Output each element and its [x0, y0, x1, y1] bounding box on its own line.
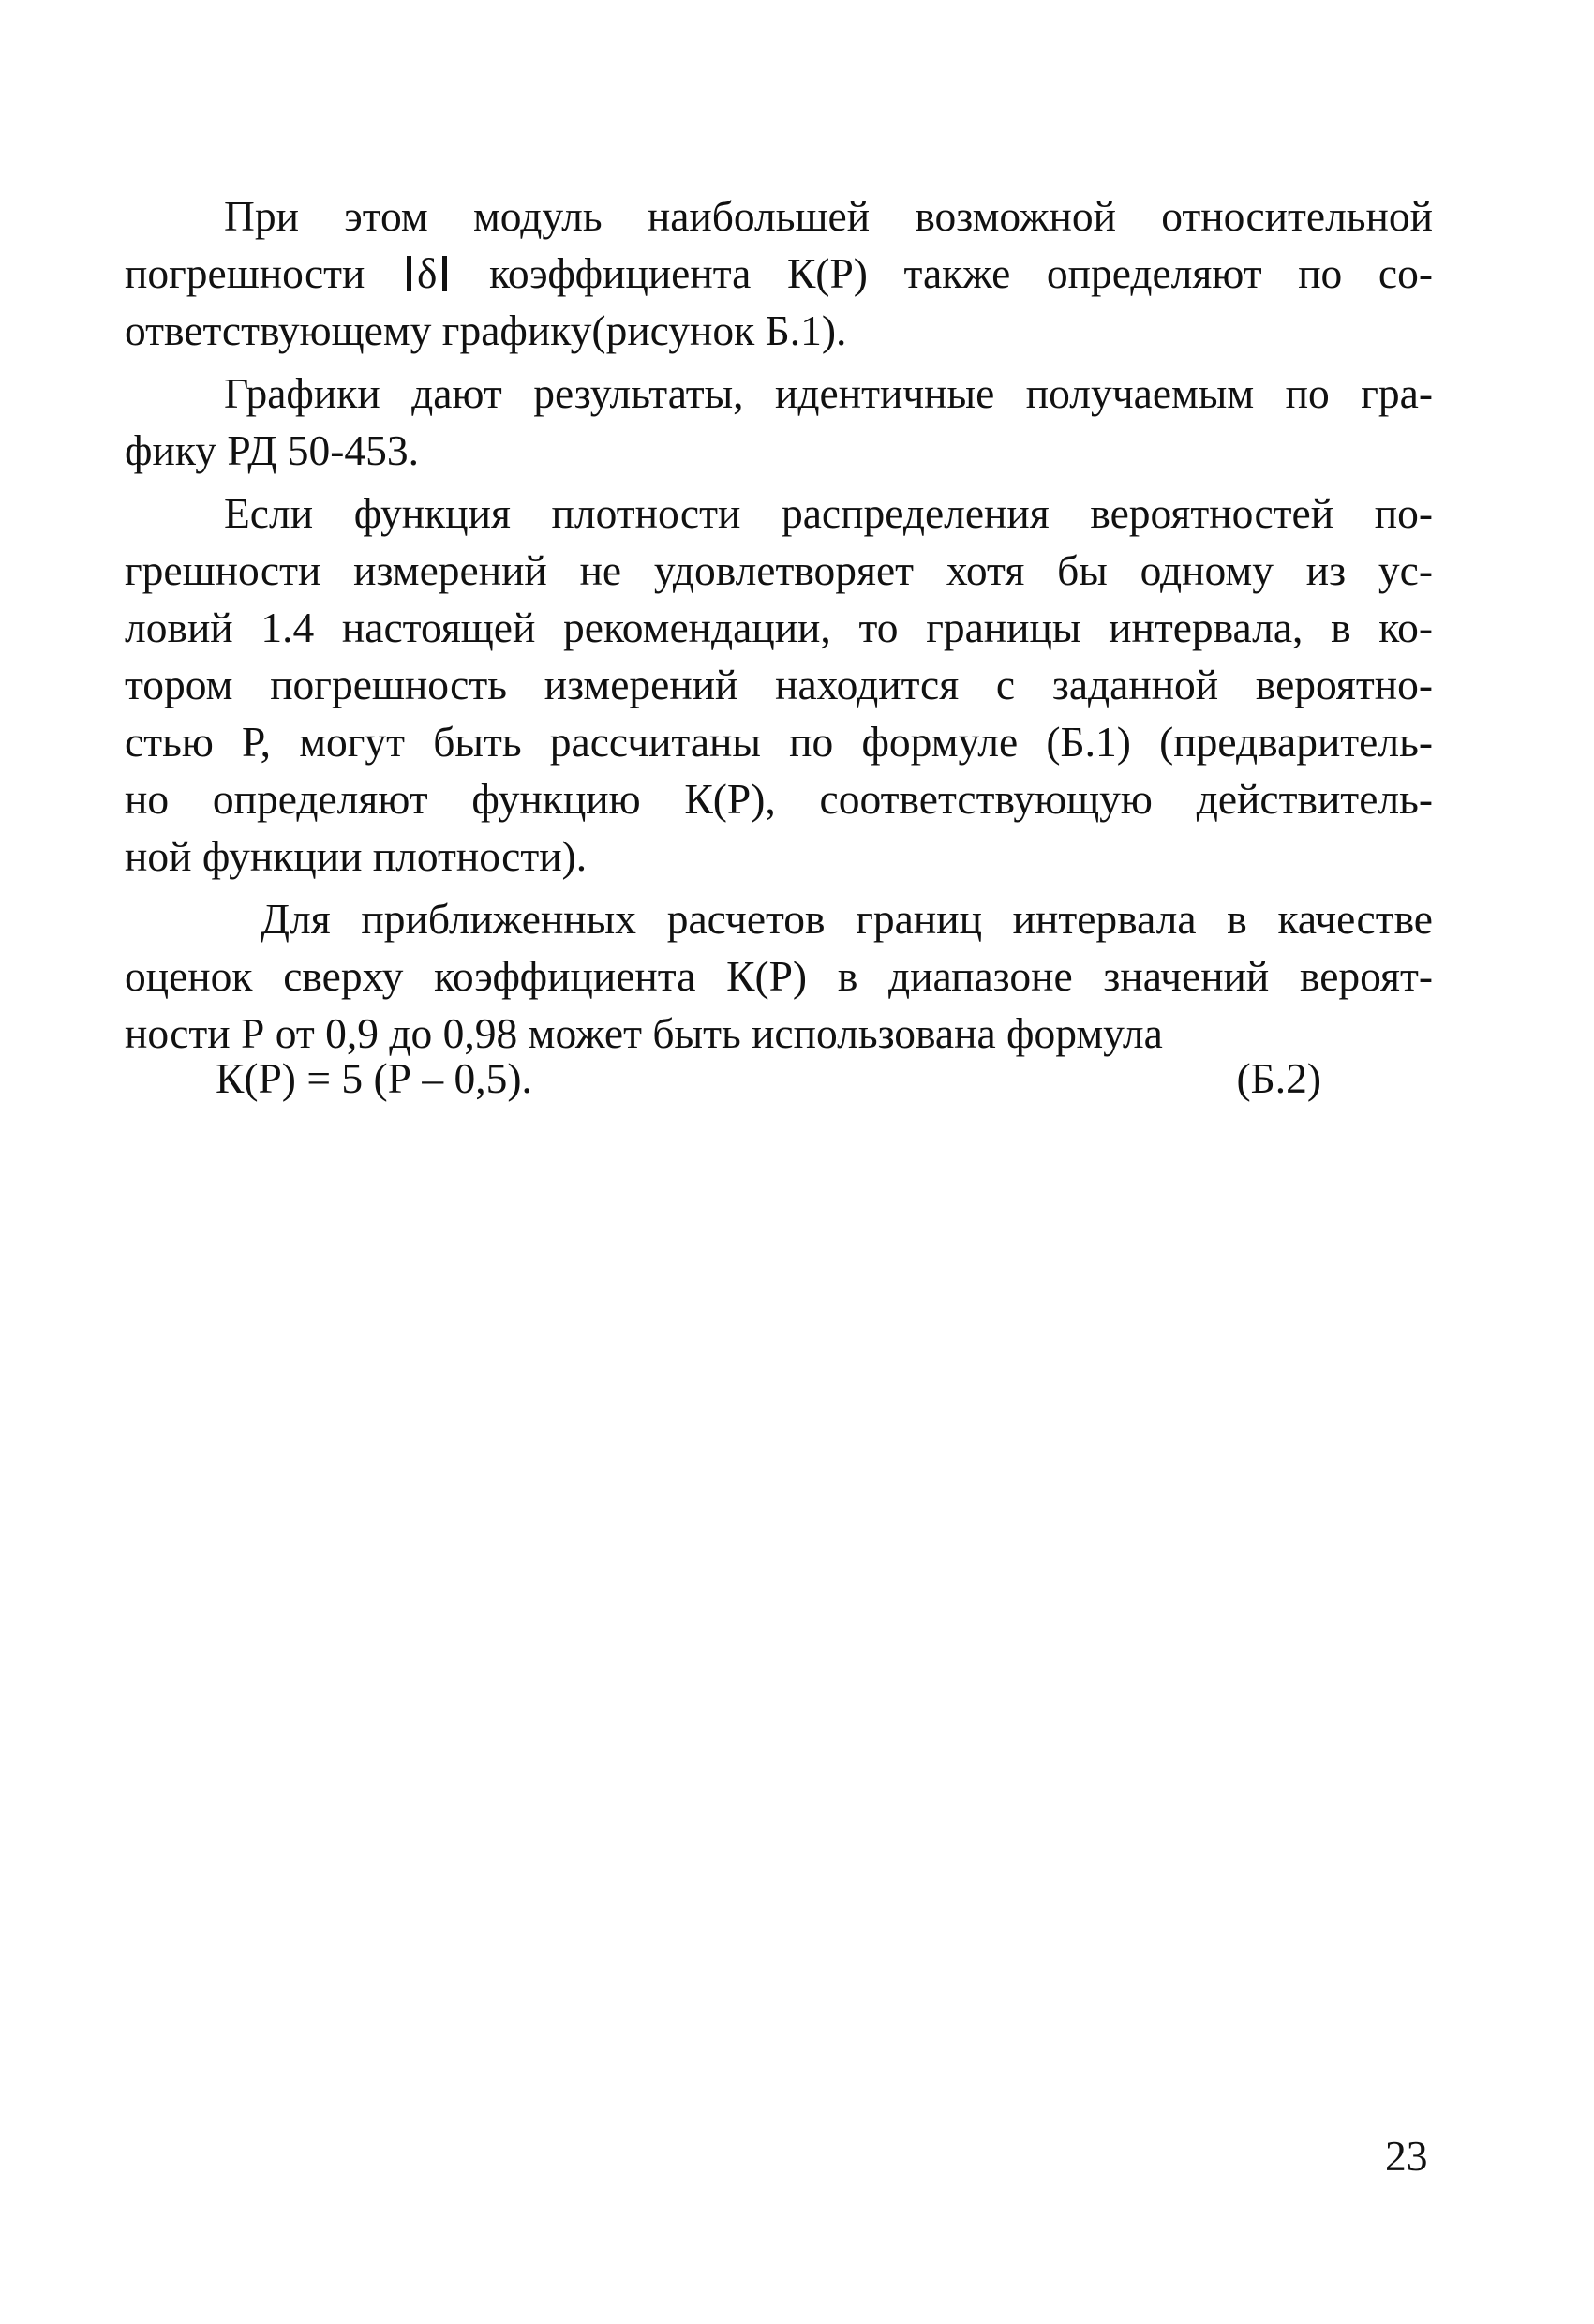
page-number: 23 [1385, 2132, 1428, 2180]
text-line: Если функция плотности распределения вероятностей по- [224, 489, 1433, 537]
abs-bar-left [407, 256, 411, 291]
paragraph-1 [125, 187, 1433, 359]
text-line: но определяют функцию К(Р), соответствующую действитель- [125, 775, 1433, 823]
paragraph-2 [125, 365, 1433, 479]
text-line: При этом модуль наибольшей возможной относительной [224, 192, 1433, 240]
text-line: ответствующему графику(рисунок Б.1). [125, 306, 847, 354]
abs-bar-right [442, 256, 447, 291]
text-line: тором погрешность измерений находится с заданной вероятно- [125, 661, 1433, 708]
text-line [125, 245, 1433, 302]
body-text [125, 187, 1433, 1067]
paragraph-3 [125, 484, 1433, 885]
text-line: Графики дают результаты, идентичные получаемым по гра- [224, 369, 1433, 417]
text-line: грешности измерений не удовлетворяет хотя бы одному из ус- [125, 546, 1433, 594]
text-line: фику РД 50-453. [125, 426, 419, 474]
text-line: оценок сверху коэффициента К(Р) в диапазоне значений вероят- [125, 952, 1433, 1000]
text-line: Для приближенных расчетов границ интервала в качестве [261, 895, 1433, 943]
paragraph-4 [125, 890, 1433, 1062]
text-segment: погрешности [125, 249, 402, 297]
formula: К(Р) = 5 (Р – 0,5). [216, 1054, 532, 1102]
text-segment: коэффициента К(Р) также определяют по со- [453, 249, 1433, 297]
formula-number: (Б.2) [1236, 1054, 1321, 1102]
delta-symbol: δ [417, 249, 438, 297]
text-line: ной функции плотности). [125, 832, 588, 880]
text-line: стью Р, могут быть рассчитаны по формуле (Б.1) (предваритель- [125, 718, 1433, 766]
text-line: ловий 1.4 настоящей рекомендации, то границы интервала, в ко- [125, 603, 1433, 651]
text-line: ности Р от 0,9 до 0,98 может быть использована формула [125, 1009, 1163, 1057]
